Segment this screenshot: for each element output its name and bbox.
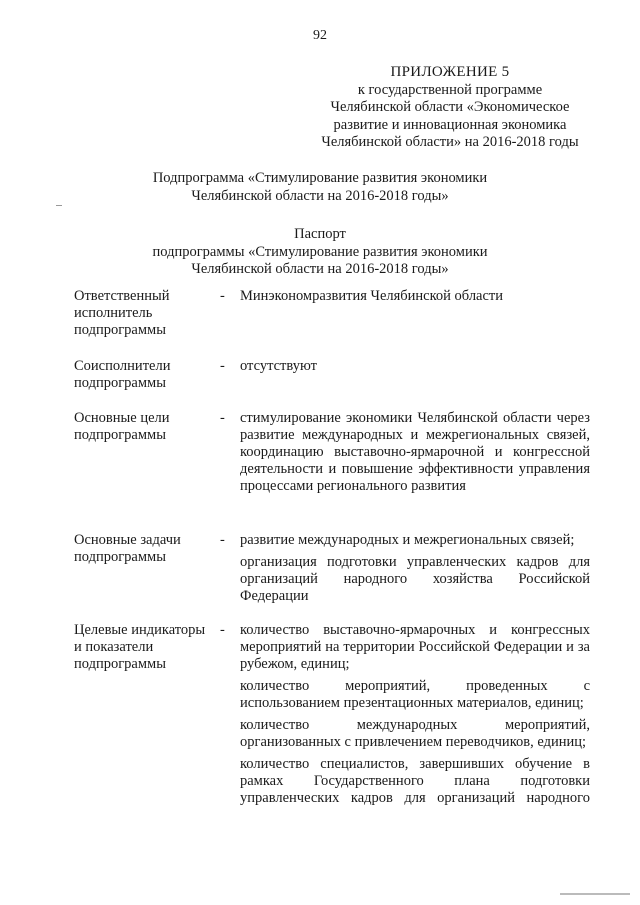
- row-paragraph: количество специалистов, завершивших обучение в рамках Государственного плана подготовки управленческих кадров для организаций народного: [240, 756, 590, 806]
- appendix-line: к государственной программе: [357, 81, 543, 98]
- row-label: Соисполнители подпрограммы: [74, 358, 171, 391]
- margin-mark: [56, 205, 62, 206]
- passport-heading-line: подпрограммы «Стимулирование развития экономики: [152, 243, 488, 260]
- subprogram-title-line: Подпрограмма «Стимулирование развития экономики: [152, 170, 488, 186]
- passport-heading-line: Паспорт: [294, 226, 346, 242]
- row-paragraph: развитие международных и межрегиональных связей;: [240, 532, 575, 548]
- row-dash: -: [220, 622, 225, 638]
- row-value: [240, 622, 590, 812]
- passport-heading-line: Челябинской области на 2016-2018 годы»: [191, 261, 449, 277]
- subprogram-title-line: Челябинской области на 2016-2018 годы»: [191, 187, 449, 204]
- subprogram-title: [40, 170, 600, 205]
- appendix-line: развитие и инновационная экономика: [333, 116, 567, 133]
- row-paragraph: количество мероприятий, проведенных с использованием презентационных материалов, единиц;: [240, 678, 590, 711]
- appendix-title: ПРИЛОЖЕНИЕ 5: [390, 64, 510, 80]
- row-label: Ответственный исполнитель подпрограммы: [74, 288, 170, 338]
- passport-heading: [40, 226, 600, 279]
- appendix-header: [300, 64, 600, 152]
- row-value: [240, 288, 590, 310]
- row-paragraph: количество международных мероприятий, организованных с привлечением переводчиков, единиц;: [240, 717, 590, 750]
- scan-edge-mark: [560, 893, 630, 895]
- row-paragraph: количество выставочно-ярмарочных и конгрессных мероприятий на территории Российской Федерации и за рубежом, единиц;: [240, 622, 590, 672]
- row-paragraph: стимулирование экономики Челябинской области через развитие международных и межрегиональных связей, координацию выставочно-ярмарочной и конгрессной деятельности и повышение эффективности управления процессами регионального развития: [240, 410, 590, 494]
- page-number: 92: [313, 28, 327, 43]
- row-label: Основные задачи подпрограммы: [74, 532, 181, 565]
- row-value: [240, 532, 590, 610]
- row-value: [240, 358, 590, 380]
- row-label: Основные цели подпрограммы: [74, 410, 170, 443]
- appendix-line: Челябинской области» на 2016-2018 годы: [321, 134, 579, 150]
- row-paragraph: отсутствуют: [240, 358, 317, 374]
- row-paragraph: организация подготовки управленческих кадров для организаций народного хозяйства Российской Федерации: [240, 554, 590, 604]
- row-dash: -: [220, 288, 225, 304]
- row-dash: -: [220, 410, 225, 426]
- appendix-line: Челябинской области «Экономическое: [330, 99, 570, 115]
- row-label: Целевые индикаторы и показатели подпрограммы: [74, 622, 206, 672]
- row-dash: -: [220, 358, 225, 374]
- row-paragraph: Минэкономразвития Челябинской области: [240, 288, 504, 304]
- row-value: [240, 410, 590, 500]
- row-dash: -: [220, 532, 225, 548]
